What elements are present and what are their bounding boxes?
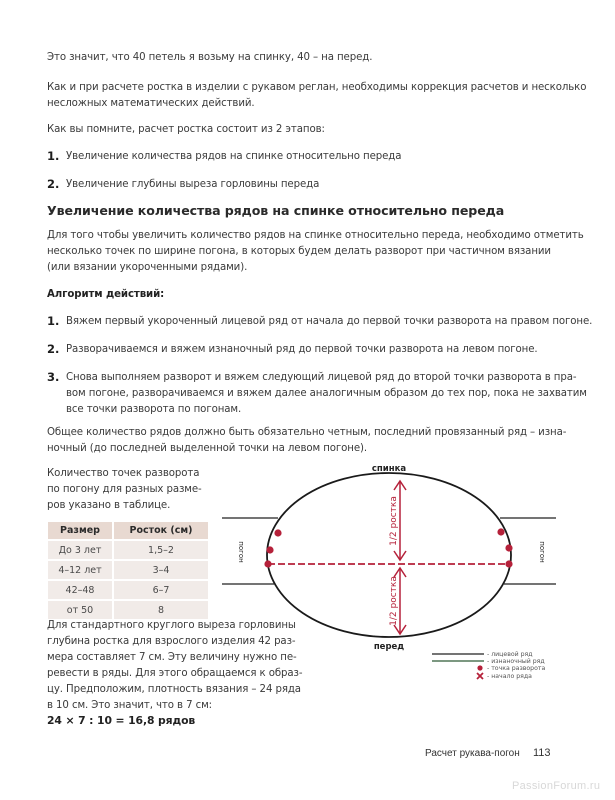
- footer-page-number: 113: [533, 747, 551, 759]
- total-rows-paragraph: [47, 425, 566, 457]
- label-lower-half-growth: 1/2 ростка: [389, 576, 399, 626]
- table-row: [48, 601, 208, 619]
- turn-point-icon: [274, 529, 281, 536]
- calc-line: цу. Предположим, плотность вязания – 24 ряда: [47, 684, 301, 695]
- cell-size: от 50: [48, 601, 112, 619]
- section-heading: Увеличение количества рядов на спинке относительно переда: [47, 203, 505, 218]
- cell-size: До 3 лет: [48, 541, 112, 559]
- cell-size: 4–12 лет: [48, 561, 112, 579]
- cell-growth: 1,5–2: [112, 541, 208, 559]
- label-front: перед: [373, 642, 405, 652]
- table-row: [48, 581, 208, 599]
- turn-point-icon: [505, 544, 512, 551]
- calc-line: Для стандартного круглого выреза горловины: [47, 620, 296, 631]
- table-row: [48, 561, 208, 579]
- calc-line: ревести в ряды. Для этого обращаемся к образ-: [47, 668, 303, 679]
- cell-growth: 3–4: [112, 561, 208, 579]
- stage-number: 1.: [47, 149, 60, 163]
- stage-number: 2.: [47, 177, 60, 191]
- turn-point-icon: [264, 560, 271, 567]
- legend-knit-row-label: - лицевой ряд: [487, 651, 533, 658]
- paragraph-2: [47, 80, 586, 112]
- section-intro-line: несколько точек по ширине погона, в которых будем делать разворот при частичном вязании: [47, 246, 551, 257]
- step-text-line: все точки разворота по погонам.: [66, 404, 242, 415]
- table-row: [48, 541, 208, 559]
- step-text: Вяжем первый укороченный лицевой ряд от начала до первой точки разворота на правом погоне.: [66, 316, 593, 327]
- legend-row-start-icon: [477, 673, 483, 679]
- legend-purl-row-label: - изнаночный ряд: [487, 658, 545, 665]
- calc-line: глубина ростка для взрослого изделия 42 раз-: [47, 636, 296, 647]
- footer-chapter-title: Расчет рукава-погон: [425, 748, 520, 759]
- stage-text: Увеличение количества рядов на спинке относительно переда: [66, 151, 402, 162]
- legend-turn-point-icon: [477, 665, 482, 670]
- total-rows-line: Общее количество рядов должно быть обязательно четным, последний провязанный ряд – изна-: [47, 427, 567, 438]
- step-text: Разворачиваемся и вяжем изнаночный ряд до первой точки разворота на левом погоне.: [66, 344, 538, 355]
- section-intro: [47, 228, 584, 276]
- cell-size: 42–48: [48, 581, 112, 599]
- step-number: 2.: [47, 342, 60, 356]
- diagram-legend: [432, 650, 546, 680]
- cell-growth: 6–7: [112, 581, 208, 599]
- step-number: 1.: [47, 314, 60, 328]
- total-rows-line: ночный (до последней выделенной точки на левом погоне).: [47, 443, 368, 454]
- paragraph-1: Это значит, что 40 петель я возьму на спинку, 40 – на перед.: [47, 52, 373, 63]
- section-intro-line: (или вязании укороченными рядами).: [47, 262, 248, 273]
- label-left-shoulder: погон: [237, 541, 245, 563]
- paragraph-2-line-2: несложных математических действий.: [47, 98, 255, 109]
- column-header-growth: Росток (см): [112, 522, 208, 539]
- step-text-line: вом погоне, разворачиваемся и вяжем далее аналогичным образом до тех пор, пока не захватим: [66, 388, 587, 399]
- table-intro-line: Количество точек разворота: [47, 468, 200, 479]
- table-intro-line: ров указано в таблице.: [47, 500, 171, 511]
- cell-growth: 8: [112, 601, 208, 619]
- table-intro: [47, 466, 202, 514]
- legend-turn-point-label: - точка разворота: [487, 665, 546, 672]
- label-back: спинка: [371, 464, 407, 474]
- turn-point-icon: [505, 560, 512, 567]
- paragraph-2-line-1: Как и при расчете ростка в изделии с рукавом реглан, необходимы коррекция расчетов и несколько: [47, 82, 587, 93]
- table-intro-line: по погону для разных разме-: [47, 484, 202, 495]
- section-intro-line: Для того чтобы увеличить количество рядов на спинке относительно переда, необходимо отметить: [47, 230, 584, 241]
- formula: 24 × 7 : 10 = 16,8 рядов: [47, 714, 196, 727]
- label-upper-half-growth: 1/2 ростка: [389, 496, 399, 546]
- paragraph-3: Как вы помните, расчет ростка состоит из 2 этапов:: [47, 124, 325, 135]
- stage-text: Увеличение глубины выреза горловины переда: [66, 179, 320, 190]
- turn-point-icon: [266, 546, 273, 553]
- table-header-row: [48, 522, 208, 539]
- column-header-size: Размер: [48, 522, 112, 539]
- calc-line: в 10 см. Это значит, что в 7 см:: [47, 700, 213, 711]
- turn-point-icon: [497, 528, 504, 535]
- step-number: 3.: [47, 370, 60, 384]
- step-text: [66, 370, 587, 418]
- algorithm-title: Алгоритм действий:: [47, 289, 165, 300]
- sizes-table: [48, 520, 208, 621]
- label-right-shoulder: погон: [538, 541, 546, 563]
- legend-row-start-label: - начало ряда: [487, 673, 532, 680]
- calc-line: мера составляет 7 см. Эту величину нужно пе-: [47, 652, 297, 663]
- watermark: PassionForum.ru: [512, 780, 601, 792]
- step-text-line: Снова выполняем разворот и вяжем следующий лицевой ряд до второй точки разворота в пра-: [66, 372, 577, 383]
- neckline-diagram: [222, 462, 592, 692]
